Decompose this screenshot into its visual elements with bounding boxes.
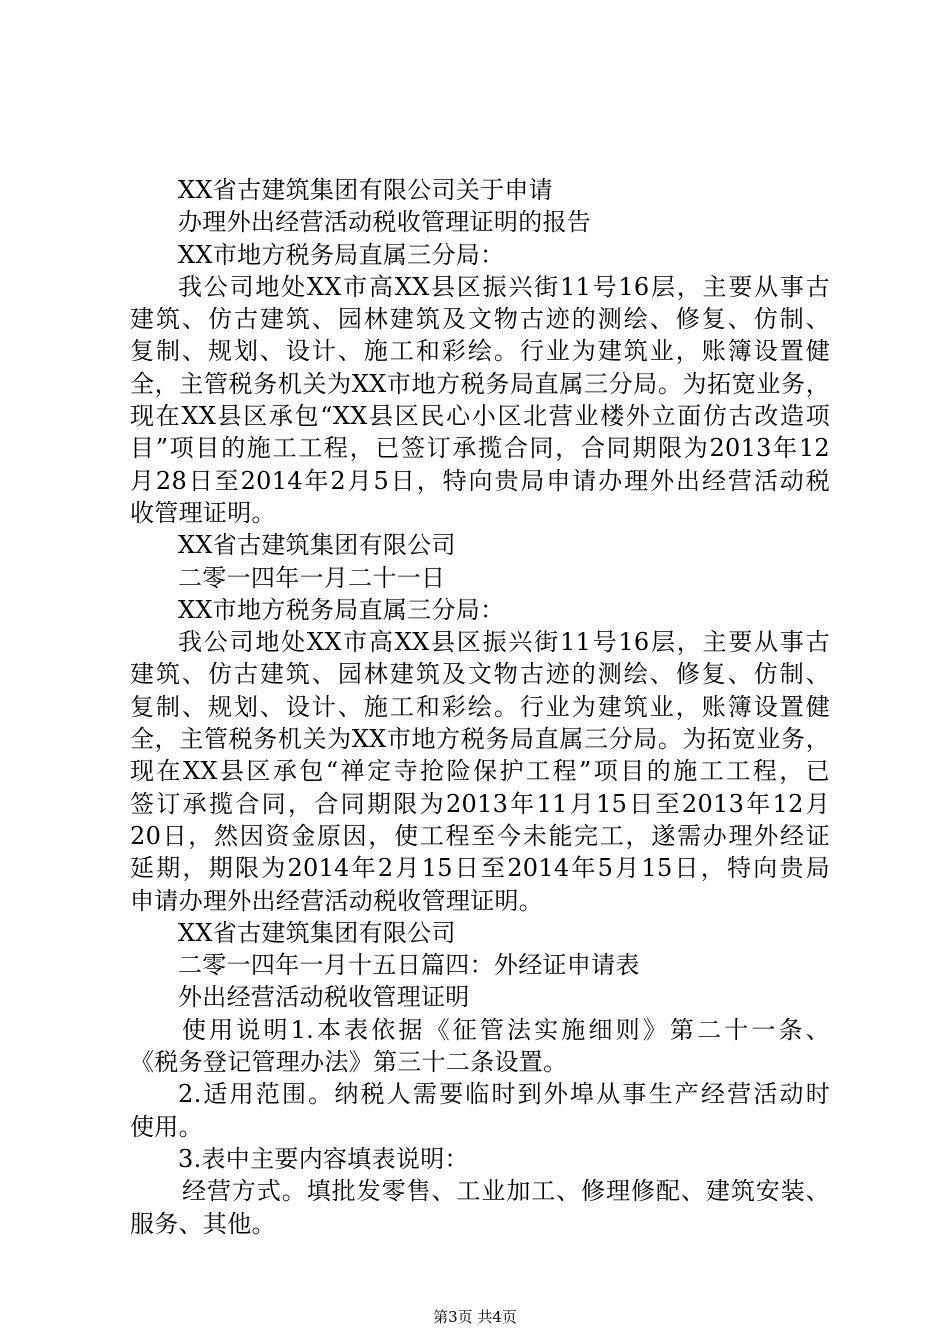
body-line: 复制、规划、设计、施工和彩绘。行业为建筑业，账簿设置健 — [130, 337, 830, 366]
body-line: 目”项目的施工工程，已签订承揽合同，合同期限为2013年12 — [130, 434, 830, 463]
body-line: 全，主管税务机关为XX市地方税务局直属三分局。为拓宽业务， — [130, 725, 830, 754]
signature-company: XX省古建筑集团有限公司 — [178, 918, 456, 947]
body-line: 月28日至2014年2月5日，特向贵局申请办理外出经营活动税 — [130, 466, 830, 495]
body-line: 申请办理外出经营活动税收管理证明。 — [130, 886, 544, 915]
instructions-line: 使用说明1.本表依据《征管法实施细则》第二十一条、 — [182, 1015, 830, 1044]
body-line: 我公司地处XX市高XX县区振兴街11号16层，主要从事古 — [178, 272, 830, 301]
page-number: 第3页 共4页 — [433, 1308, 517, 1326]
report-title-line-2: 办理外出经营活动税收管理证明的报告 — [178, 208, 592, 237]
instructions-line: 使用。 — [130, 1112, 203, 1141]
report-title-line-1: XX省古建筑集团有限公司关于申请 — [178, 176, 553, 204]
body-line: 我公司地处XX市高XX县区振兴街11号16层，主要从事古 — [178, 628, 830, 657]
section-heading: 外出经营活动税收管理证明 — [178, 983, 470, 1012]
body-line: 复制、规划、设计、施工和彩绘。行业为建筑业，账簿设置健 — [130, 692, 830, 721]
body-line: 签订承揽合同，合同期限为2013年11月15日至2013年12月 — [130, 789, 830, 818]
body-line: 延期，期限为2014年2月15日至2014年5月15日，特向贵局 — [130, 854, 830, 883]
salutation: XX市地方税务局直属三分局： — [178, 240, 505, 269]
document-body — [130, 174, 830, 1240]
body-line: 收管理证明。 — [130, 498, 276, 527]
signature-date-and-section: 二零一四年一月十五日篇四：外经证申请表 — [178, 951, 640, 980]
instructions-line: 经营方式。填批发零售、工业加工、修理修配、建筑安装、 — [182, 1177, 830, 1206]
instructions-line: 2.适用范围。纳税人需要临时到外埠从事生产经营活动时 — [178, 1080, 830, 1109]
body-line: 现在XX县区承包“禅定寺抢险保护工程”项目的施工工程，已 — [130, 757, 830, 786]
signature-company: XX省古建筑集团有限公司 — [178, 531, 456, 560]
body-line: 现在XX县区承包“XX县区民心小区北营业楼外立面仿古改造项 — [130, 402, 830, 431]
instructions-line: 3.表中主要内容填表说明： — [178, 1144, 469, 1173]
instructions-line: 《税务登记管理办法》第三十二条设置。 — [130, 1048, 568, 1077]
salutation: XX市地方税务局直属三分局： — [178, 595, 505, 624]
body-line: 建筑、仿古建筑、园林建筑及文物古迹的测绘、修复、仿制、 — [130, 660, 830, 689]
body-line: 20日，然因资金原因，使工程至今未能完工，遂需办理外经证 — [130, 821, 830, 850]
body-line: 建筑、仿古建筑、园林建筑及文物古迹的测绘、修复、仿制、 — [130, 305, 830, 334]
instructions-line: 服务、其他。 — [130, 1209, 276, 1238]
signature-date: 二零一四年一月二十一日 — [178, 563, 446, 592]
body-line: 全，主管税务机关为XX市地方税务局直属三分局。为拓宽业务， — [130, 369, 830, 398]
